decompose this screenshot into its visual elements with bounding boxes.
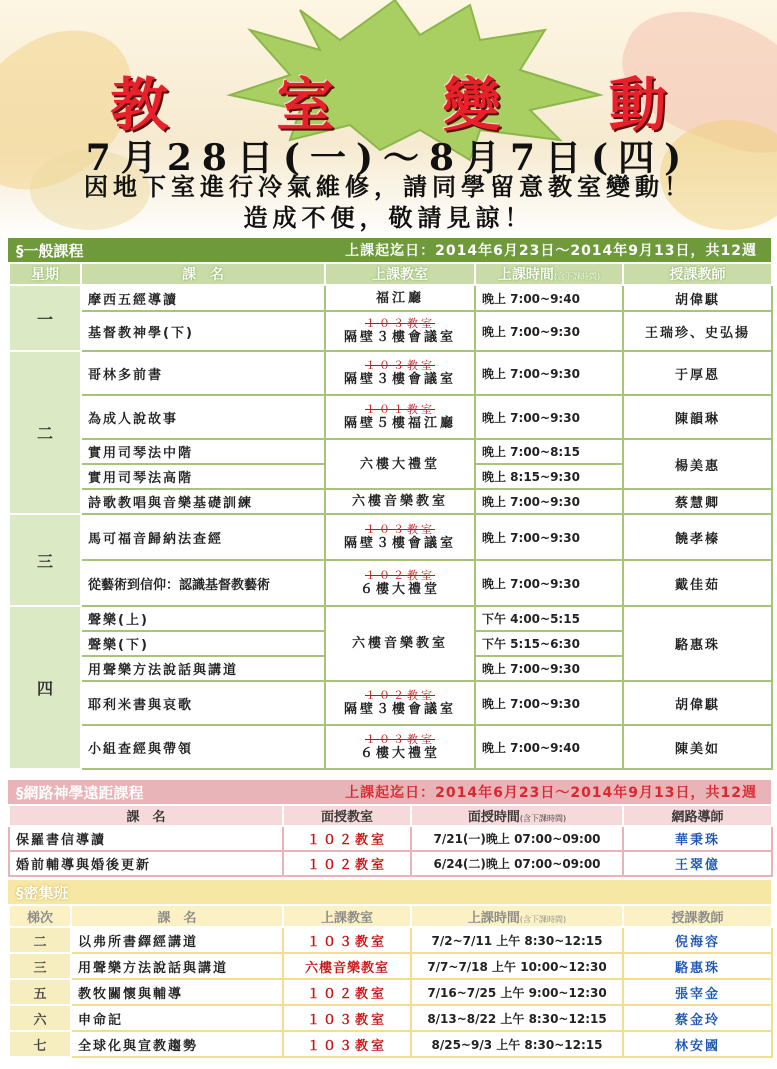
course-name: 詩歌教唱與音樂基礎訓練 — [81, 489, 325, 514]
section-title: §網路神學遠距課程 — [16, 783, 144, 802]
table-row — [9, 953, 772, 979]
section-header — [8, 238, 771, 262]
section-period: 上課起迄日：2014年6月23日～2014年9月13日，共12週 — [345, 785, 757, 801]
column-header: 上課教室 — [283, 905, 411, 927]
table-row — [9, 927, 772, 953]
session-number: 六 — [9, 1005, 71, 1031]
table-row — [9, 311, 772, 351]
teacher: 駱惠珠 — [623, 953, 772, 979]
teacher: 駱惠珠 — [623, 606, 772, 681]
course-name: 用聲樂方法說話與講道 — [71, 953, 283, 979]
class-time: 7/21(一)晚上 07:00~09:00 — [411, 826, 623, 851]
course-name: 基督教神學(下) — [81, 311, 325, 351]
classroom: １０３教室 — [283, 1031, 411, 1057]
session-number: 七 — [9, 1031, 71, 1057]
course-name: 全球化與宣教趨勢 — [71, 1031, 283, 1057]
section-title: §一般課程 — [16, 241, 84, 260]
classroom: 六樓音樂教室 — [325, 489, 475, 514]
class-time: 晚上 7:00~8:15 — [475, 439, 623, 464]
intensive-courses-section — [8, 880, 771, 1058]
time-note: (含下課時間) — [519, 814, 567, 823]
session-number: 五 — [9, 979, 71, 1005]
general-courses-section — [8, 238, 771, 770]
column-header: 課 名 — [71, 905, 283, 927]
table-row — [9, 351, 772, 395]
new-classroom: 隔壁５樓福江廳 — [343, 416, 456, 431]
tutor: 王翠億 — [623, 851, 772, 876]
course-name: 保羅書信導讀 — [9, 826, 283, 851]
class-time: 晚上 7:00~9:30 — [475, 395, 623, 439]
course-name: 用聲樂方法說話與講道 — [81, 656, 325, 681]
class-time: 7/16~7/25 上午 9:00~12:30 — [411, 979, 623, 1005]
class-time: 晚上 7:00~9:30 — [475, 514, 623, 560]
column-header: 授課教師 — [623, 263, 772, 285]
column-header: 上課時間(含下課時間) — [411, 905, 623, 927]
classroom — [325, 725, 475, 769]
class-time: 晚上 7:00~9:40 — [475, 725, 623, 769]
class-time: 8/13~8/22 上午 8:30~12:15 — [411, 1005, 623, 1031]
teacher: 王瑞珍、史弘揚 — [623, 311, 772, 351]
teacher: 戴佳茹 — [623, 560, 772, 606]
old-classroom: １０２教室 — [365, 569, 435, 582]
new-classroom: ６樓大禮堂 — [359, 582, 440, 597]
teacher: 林安國 — [623, 1031, 772, 1057]
course-name: 婚前輔導與婚後更新 — [9, 851, 283, 876]
column-header: 課 名 — [9, 805, 283, 826]
table-row — [9, 826, 772, 851]
class-time: 晚上 7:00~9:30 — [475, 656, 623, 681]
course-name: 實用司琴法中階 — [81, 439, 325, 464]
table-row — [9, 851, 772, 876]
class-time: 晚上 7:00~9:30 — [475, 560, 623, 606]
teacher: 倪海容 — [623, 927, 772, 953]
class-time: 晚上 7:00~9:30 — [475, 489, 623, 514]
course-name: 教牧關懷與輔導 — [71, 979, 283, 1005]
table-row — [9, 395, 772, 439]
teacher: 胡偉騏 — [623, 285, 772, 311]
column-header: 網路導師 — [623, 805, 772, 826]
new-classroom: 隔壁３樓會議室 — [343, 536, 456, 551]
general-courses-table — [8, 262, 773, 770]
teacher: 楊美惠 — [623, 439, 772, 489]
section-title: §密集班 — [16, 883, 69, 902]
column-header: 課 名 — [81, 263, 325, 285]
column-header: 上課教室 — [325, 263, 475, 285]
classroom: １０２教室 — [283, 979, 411, 1005]
classroom: 六樓音樂教室 — [325, 606, 475, 681]
classroom: 六樓音樂教室 — [283, 953, 411, 979]
classroom — [325, 681, 475, 725]
column-header: 面授時間(含下課時間) — [411, 805, 623, 826]
new-classroom: 隔壁３樓會議室 — [343, 372, 456, 387]
teacher: 蔡金玲 — [623, 1005, 772, 1031]
time-note: (含下課時間) — [553, 272, 601, 281]
page-title: 教 室 變 動 — [110, 71, 711, 139]
classroom — [325, 560, 475, 606]
class-time: 6/24(二)晚上 07:00~09:00 — [411, 851, 623, 876]
old-classroom: １０２教室 — [365, 689, 435, 702]
column-header: 上課時間(含下課時間) — [475, 263, 623, 285]
course-name: 馬可福音歸納法查經 — [81, 514, 325, 560]
day-cell: 一 — [9, 285, 81, 351]
classroom: １０３教室 — [283, 927, 411, 953]
classroom: １０２教室 — [283, 826, 411, 851]
intensive-courses-table — [8, 904, 773, 1058]
distance-courses-section — [8, 780, 771, 877]
column-header: 梯次 — [9, 905, 71, 927]
table-row — [9, 725, 772, 769]
classroom: １０３教室 — [283, 1005, 411, 1031]
table-row — [9, 439, 772, 464]
session-number: 三 — [9, 953, 71, 979]
new-classroom: ６樓大禮堂 — [359, 746, 440, 761]
course-name: 申命記 — [71, 1005, 283, 1031]
table-row — [9, 1031, 772, 1057]
classroom — [325, 351, 475, 395]
new-classroom: 隔壁３樓會議室 — [343, 702, 456, 717]
date-range: 7月28日(一)～8月7日(四) — [85, 137, 692, 179]
classroom — [325, 311, 475, 351]
table-row — [9, 681, 772, 725]
day-cell: 二 — [9, 351, 81, 514]
old-classroom: １０１教室 — [365, 403, 435, 416]
tutor: 華秉珠 — [623, 826, 772, 851]
teacher: 胡偉騏 — [623, 681, 772, 725]
old-classroom: １０３教室 — [365, 733, 435, 746]
table-row — [9, 489, 772, 514]
teacher: 蔡慧卿 — [623, 489, 772, 514]
session-number: 二 — [9, 927, 71, 953]
table-row — [9, 560, 772, 606]
teacher: 陳美如 — [623, 725, 772, 769]
class-time: 下午 4:00~5:15 — [475, 606, 623, 631]
class-time: 晚上 7:00~9:30 — [475, 311, 623, 351]
classroom — [325, 514, 475, 560]
classroom — [325, 395, 475, 439]
table-row — [9, 285, 772, 311]
course-name: 聲樂(下) — [81, 631, 325, 656]
section-header — [8, 880, 771, 904]
day-cell: 四 — [9, 606, 81, 769]
class-time: 7/2~7/11 上午 8:30~12:15 — [411, 927, 623, 953]
section-header — [8, 780, 771, 804]
course-name: 聲樂(上) — [81, 606, 325, 631]
column-header: 授課教師 — [623, 905, 772, 927]
old-classroom: １０３教室 — [365, 317, 435, 330]
course-name: 從藝術到信仰：認識基督教藝術 — [81, 560, 325, 606]
course-name: 實用司琴法高階 — [81, 464, 325, 489]
new-classroom: 隔壁３樓會議室 — [343, 330, 456, 345]
distance-courses-table — [8, 804, 773, 877]
old-classroom: １０３教室 — [365, 359, 435, 372]
teacher: 陳韻琳 — [623, 395, 772, 439]
classroom: １０２教室 — [283, 851, 411, 876]
notice-line-1: 因地下室進行冷氣維修，請同學留意教室變動！ — [84, 173, 693, 201]
old-classroom: １０３教室 — [365, 523, 435, 536]
class-time: 晚上 8:15~9:30 — [475, 464, 623, 489]
class-time: 晚上 7:00~9:30 — [475, 681, 623, 725]
classroom: 福江廳 — [325, 285, 475, 311]
notice-text — [0, 172, 777, 234]
classroom: 六樓大禮堂 — [325, 439, 475, 489]
time-note: (含下課時間) — [519, 914, 567, 924]
section-period: 上課起迄日：2014年6月23日～2014年9月13日，共12週 — [345, 243, 757, 259]
class-time: 8/25~9/3 上午 8:30~12:15 — [411, 1031, 623, 1057]
table-row — [9, 1005, 772, 1031]
day-cell: 三 — [9, 514, 81, 606]
column-header: 面授教室 — [283, 805, 411, 826]
notice-line-2: 造成不便，敬請見諒！ — [243, 204, 534, 232]
class-time: 晚上 7:00~9:40 — [475, 285, 623, 311]
table-row — [9, 606, 772, 631]
course-name: 為成人說故事 — [81, 395, 325, 439]
teacher: 于厚恩 — [623, 351, 772, 395]
class-time: 7/7~7/18 上午 10:00~12:30 — [411, 953, 623, 979]
teacher: 張宰金 — [623, 979, 772, 1005]
column-header: 星期 — [9, 263, 81, 285]
class-time: 晚上 7:00~9:30 — [475, 351, 623, 395]
course-name: 以弗所書繹經講道 — [71, 927, 283, 953]
course-name: 耶利米書與哀歌 — [81, 681, 325, 725]
teacher: 饒孝榛 — [623, 514, 772, 560]
table-row — [9, 979, 772, 1005]
class-time: 下午 5:15~6:30 — [475, 631, 623, 656]
course-name: 哥林多前書 — [81, 351, 325, 395]
table-row — [9, 514, 772, 560]
course-name: 摩西五經導讀 — [81, 285, 325, 311]
course-name: 小組查經與帶領 — [81, 725, 325, 769]
